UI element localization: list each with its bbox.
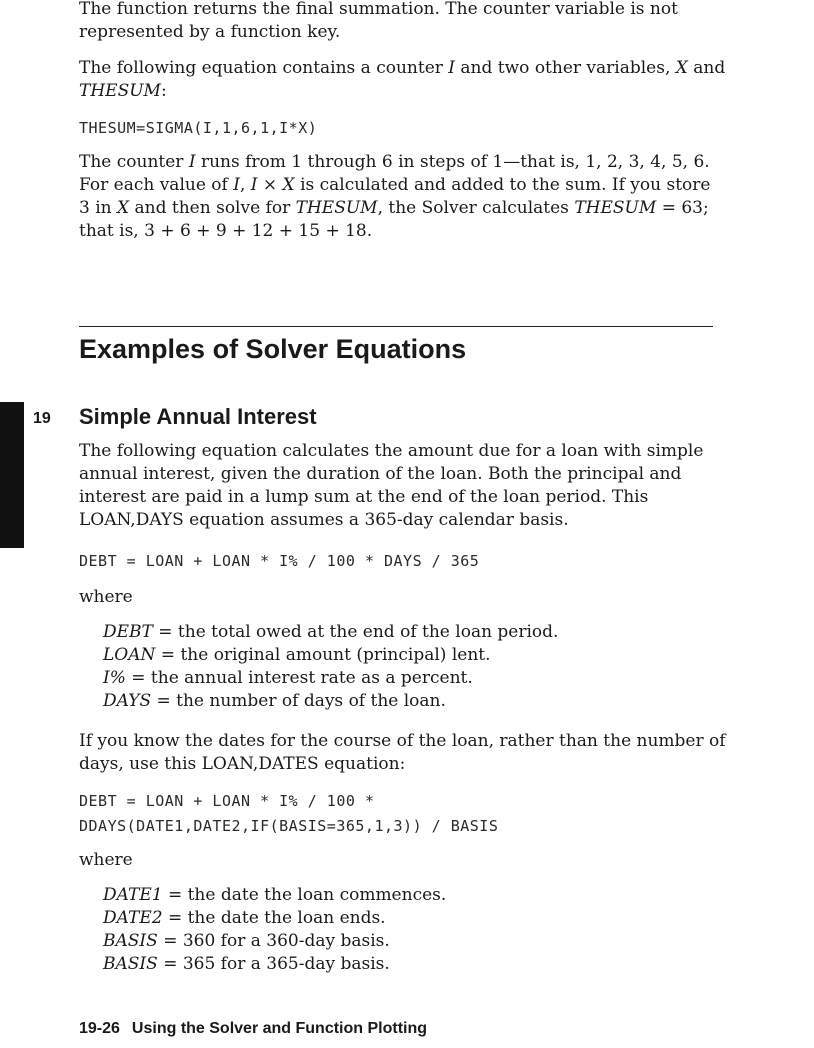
- equation-loan-days: DEBT = LOAN + LOAN * I% / 100 * DAYS / 365: [79, 552, 480, 570]
- subsection-title: Simple Annual Interest: [79, 404, 317, 429]
- where-label-2: where: [79, 850, 133, 870]
- section-title: Examples of Solver Equations: [79, 334, 467, 364]
- chapter-tab-number: 19: [33, 410, 51, 427]
- where-label-1: where: [79, 587, 133, 607]
- paragraph-loan-dates: If you know the dates for the course of the loan, rather than the number of days, use this LOAN,DATES equation:: [79, 731, 726, 774]
- definition-item: I% = the annual interest rate as a percent.: [103, 668, 473, 688]
- definition-item: DATE2 = the date the loan ends.: [103, 908, 386, 928]
- paragraph-equation-intro: The following equation contains a counter I and two other variables, X and THESUM:: [79, 58, 726, 101]
- definitions-list-2: [103, 884, 446, 976]
- definition-item: DAYS = the number of days of the loan.: [103, 691, 446, 711]
- equation-loan-dates-line-2: DDAYS(DATE1,DATE2,IF(BASIS=365,1,3)) / BASIS: [79, 817, 499, 835]
- equation-thesum: THESUM=SIGMA(I,1,6,1,I*X): [79, 119, 318, 137]
- paragraph-function-returns: The function returns the final summation. The counter variable is not represented by a function key.: [79, 0, 678, 42]
- definition-item: DATE1 = the date the loan commences.: [103, 885, 447, 905]
- definitions-list-1: [103, 621, 558, 713]
- chapter-tab-marker: [0, 402, 24, 548]
- definition-item: LOAN = the original amount (principal) lent.: [103, 645, 491, 665]
- page-number: 19-26: [79, 1020, 120, 1037]
- section-divider: [79, 326, 713, 327]
- definition-item: DEBT = the total owed at the end of the loan period.: [103, 622, 559, 642]
- definition-item: BASIS = 365 for a 365-day basis.: [103, 954, 390, 974]
- equation-loan-dates-line-1: DEBT = LOAN + LOAN * I% / 100 *: [79, 792, 375, 810]
- paragraph-counter-explanation: The counter I runs from 1 through 6 in steps of 1—that is, 1, 2, 3, 4, 5, 6. For each value of I, I × X is calculated and added to the sum. If you store 3 in X and then solve for THESUM, the Solver calculates THESUM = 63; that is, 3 + 6 + 9 + 12 + 15 + 18.: [79, 152, 711, 241]
- paragraph-interest-intro: The following equation calculates the amount due for a loan with simple annual interest, given the duration of the loan. Both the principal and interest are paid in a lump sum at the end of the loan period. This LOAN,DAYS equation assumes a 365-day calendar basis.: [79, 441, 704, 530]
- definition-item: BASIS = 360 for a 360-day basis.: [103, 931, 390, 951]
- footer-title: Using the Solver and Function Plotting: [131, 1020, 428, 1037]
- page-footer: [79, 1018, 427, 1040]
